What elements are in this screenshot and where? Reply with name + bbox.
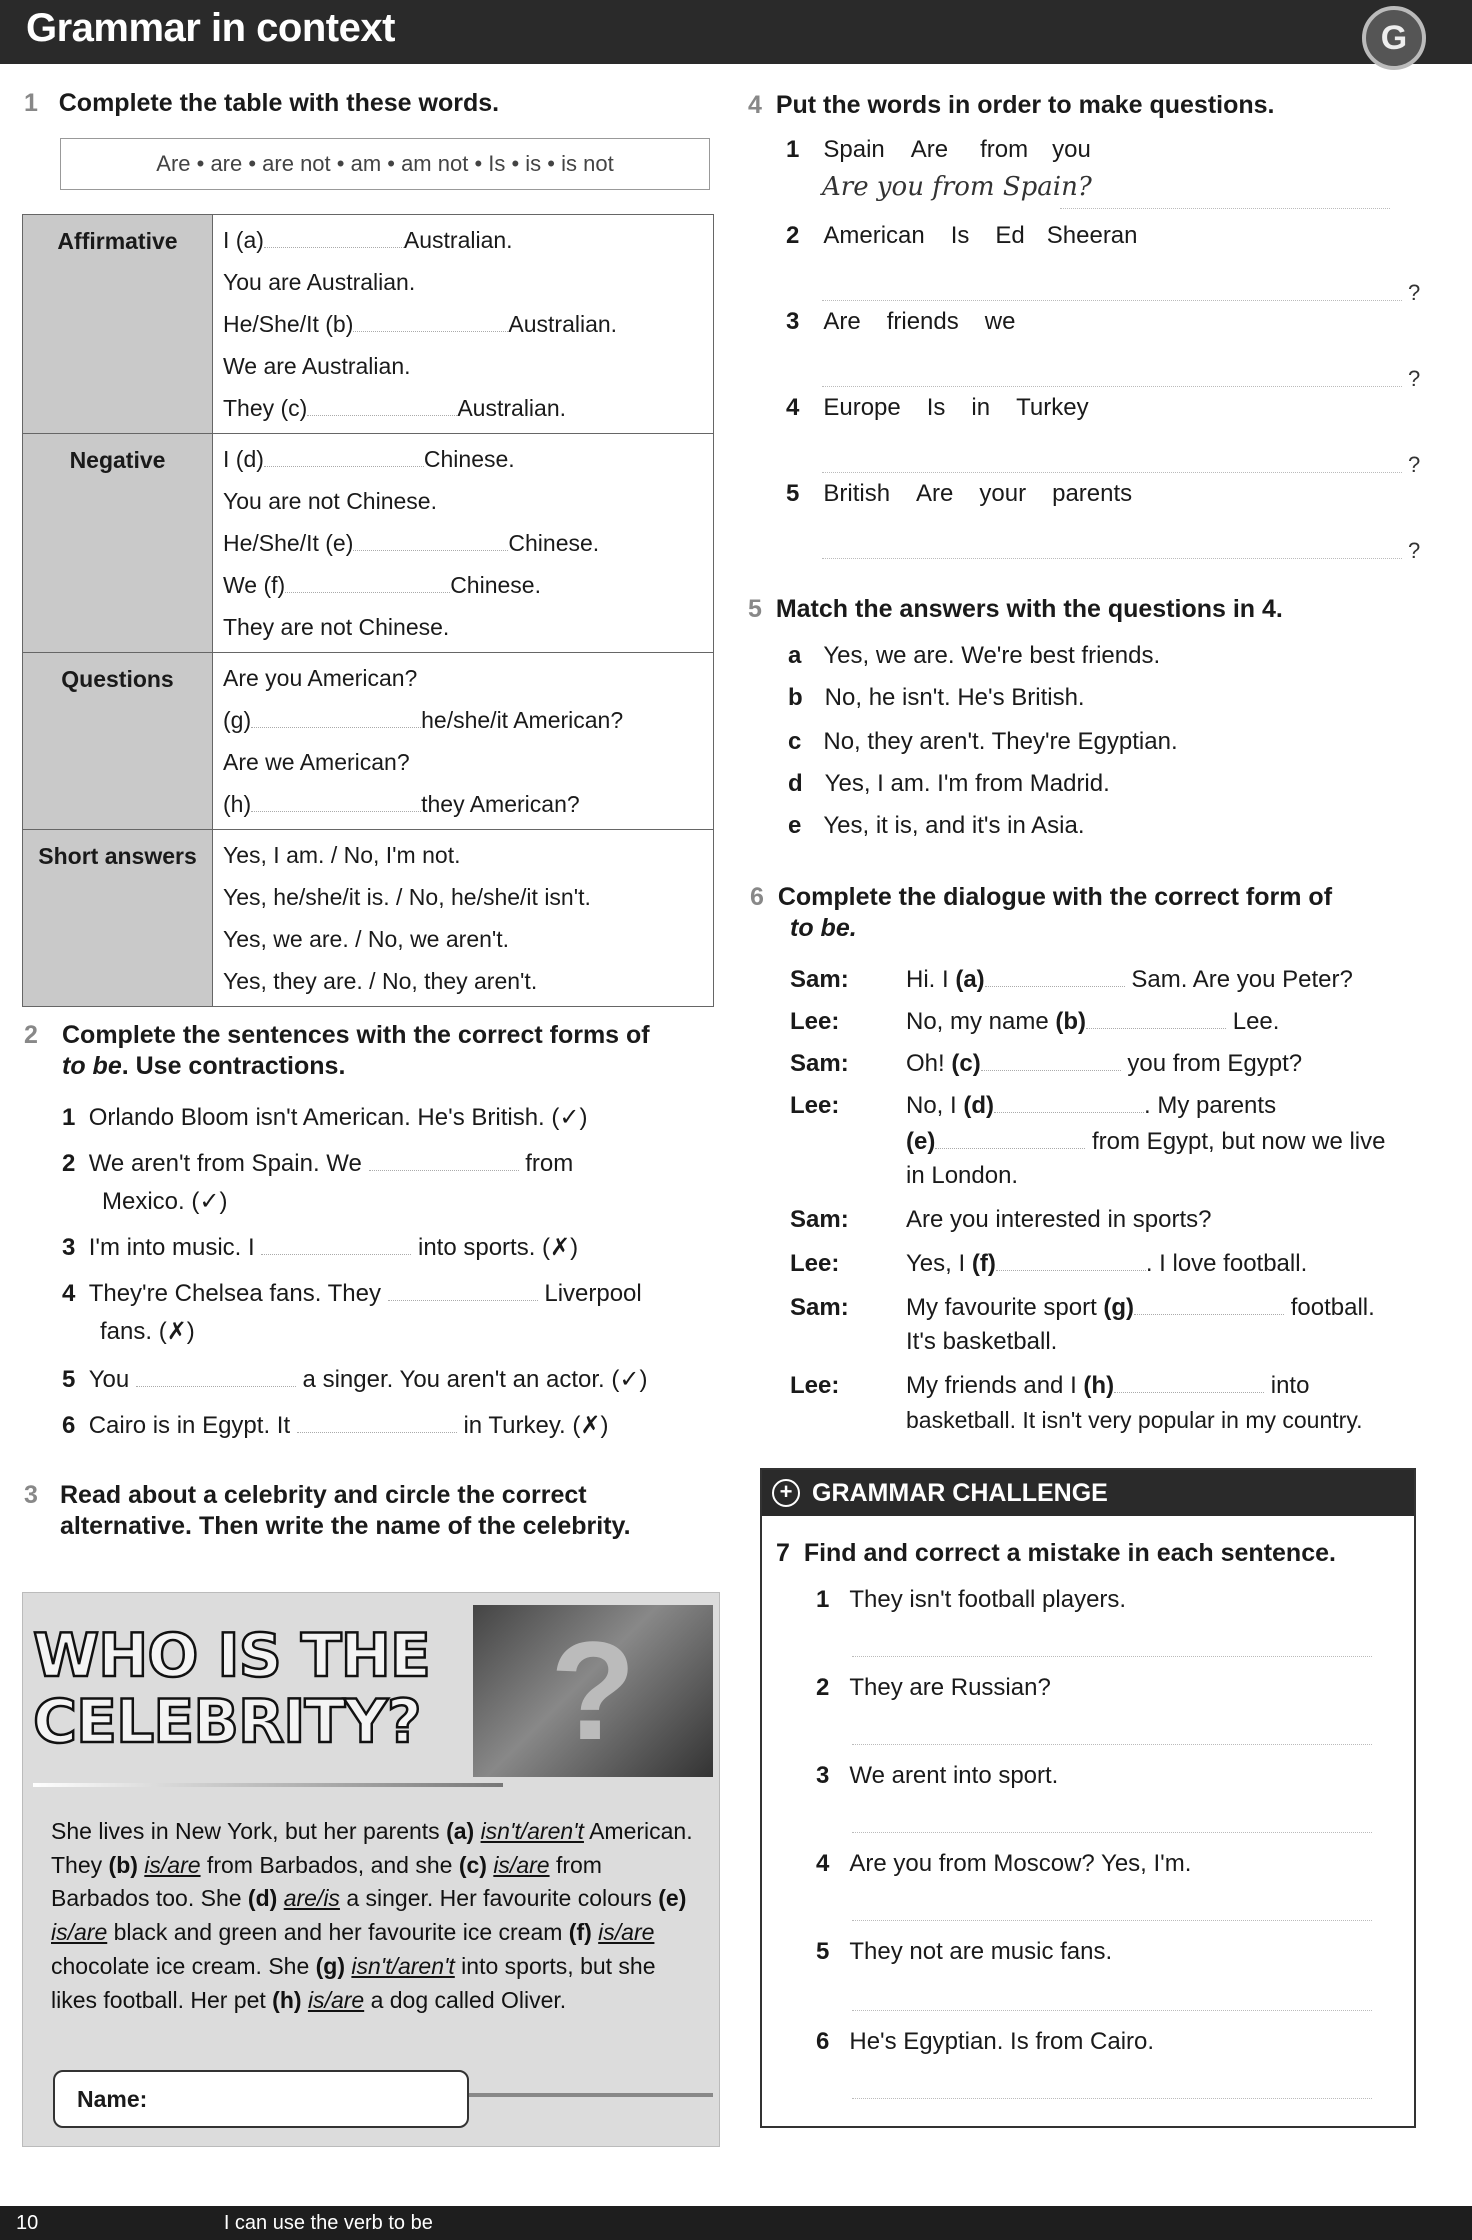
ex2-item-2 — [62, 1148, 573, 1180]
answer-line[interactable] — [852, 1920, 1372, 1921]
table-cell-text: You are Australian. — [223, 269, 416, 295]
dialogue-line: Lee: No, I (d) . My parents — [790, 1092, 1277, 1119]
dialogue-line: Lee: No, my name (b) Lee. — [790, 1008, 1280, 1035]
dialogue-line: Sam: Oh! (c) you from Egypt? — [790, 1050, 1303, 1077]
table-cell-text: Yes, we are. / No, we aren't. — [223, 926, 510, 952]
ex4-number: 4 — [748, 91, 762, 119]
table-cell-text: I (a) — [223, 227, 264, 253]
answer-gap[interactable] — [985, 967, 1125, 987]
table-cell-text: Are you American? — [223, 665, 418, 691]
ex3-number: 3 — [24, 1481, 38, 1509]
table-cell-text: Yes, he/she/it is. / No, he/she/it isn't. — [223, 884, 591, 910]
option-h[interactable]: is/are — [307, 1986, 365, 2013]
ex2-item-4 — [62, 1278, 642, 1310]
answer-line[interactable] — [822, 558, 1402, 559]
dialogue-line-cont: (e) from Egypt, but now we live — [906, 1128, 1386, 1155]
ex5-title: Match the answers with the questions in 4. — [775, 595, 1283, 623]
row-label: Negative — [23, 434, 213, 653]
ex2-item-5 — [62, 1364, 647, 1396]
answer-gap-g[interactable] — [251, 708, 421, 728]
ex7-item-2: 2 They are Russian? — [816, 1674, 1051, 1701]
table-cell-text: They (c) — [223, 395, 308, 421]
answer-line[interactable] — [1060, 208, 1390, 209]
answer-gap-d[interactable] — [264, 447, 424, 467]
word-box: Are • are • are not • am • am not • Is • is • is not — [60, 138, 710, 190]
option-f[interactable]: is/are — [598, 1919, 655, 1946]
ex7-number: 7 — [776, 1539, 790, 1567]
answer-gap-b[interactable] — [353, 312, 508, 332]
dialogue-line: Lee: My friends and I (h) into — [790, 1372, 1310, 1399]
table-row-short-answers — [23, 830, 714, 1007]
option-d[interactable]: are/is — [283, 1885, 340, 1912]
ex5-item-b: b No, he isn't. He's British. — [788, 684, 1085, 711]
answer-gap-h[interactable] — [251, 792, 421, 812]
answer-line[interactable] — [822, 300, 1402, 301]
answer-line[interactable] — [852, 2098, 1372, 2099]
divider — [463, 2093, 713, 2097]
ex6-title: Complete the dialogue with the correct form of — [777, 883, 1333, 911]
item-number: 5 — [62, 1366, 76, 1393]
dialogue-line: Sam: My favourite sport (g) football. — [790, 1294, 1375, 1321]
table-cell-text: he/she/it American? — [421, 707, 624, 733]
table-cell-text: Yes, they are. / No, they aren't. — [223, 968, 538, 994]
grammar-challenge-box — [760, 1468, 1416, 2128]
table-cell-text: They are not Chinese. — [223, 614, 450, 640]
table-cell-text: Yes, I am. / No, I'm not. — [223, 842, 461, 868]
table-cell-text: Australian. — [508, 311, 618, 337]
item-text: in Turkey. (✗) — [463, 1412, 609, 1439]
answer-gap[interactable] — [935, 1129, 1085, 1149]
answer-gap-f[interactable] — [285, 573, 450, 593]
table-cell-text: You are not Chinese. — [223, 488, 437, 514]
question-mark-icon: ? — [550, 1612, 636, 1769]
answer-gap-c[interactable] — [307, 396, 457, 416]
ex5-heading — [748, 594, 1283, 625]
ex6-title-italic: to be. — [790, 914, 857, 942]
ex4-item-4: 4 Europe Is in Turkey — [786, 394, 1089, 421]
item-text: I'm into music. I — [88, 1234, 255, 1261]
dialogue-line-cont: It's basketball. — [906, 1328, 1058, 1355]
dialogue-line: Lee: Yes, I (f) . I love football. — [790, 1250, 1308, 1277]
option-a[interactable]: isn't/aren't — [480, 1818, 584, 1844]
celebrity-box — [22, 1592, 720, 2147]
ex4-item-5: 5 British Are your parents — [786, 480, 1133, 507]
table-cell-text: Chinese. — [423, 446, 515, 472]
item-text: a singer. You aren't an actor. (✓) — [302, 1366, 648, 1393]
ex1-number: 1 — [24, 89, 38, 117]
question-mark: ? — [1408, 280, 1421, 305]
answer-line[interactable] — [852, 1832, 1372, 1833]
item-number: 3 — [62, 1234, 76, 1261]
plus-icon: + — [772, 1479, 800, 1507]
ex2-number: 2 — [24, 1021, 38, 1049]
footer-text: I can use the verb to be — [223, 2212, 433, 2234]
table-cell-text: Chinese. — [508, 530, 600, 556]
answer-gap[interactable] — [388, 1281, 538, 1301]
ex2-item-1 — [62, 1102, 587, 1134]
answer-gap[interactable] — [994, 1093, 1144, 1113]
item-text: Cairo is in Egypt. It — [88, 1412, 291, 1439]
answer-gap[interactable] — [136, 1367, 296, 1387]
table-row-questions — [23, 653, 714, 830]
divider — [33, 1783, 503, 1787]
table-cell-text: We are Australian. — [223, 353, 411, 379]
ex6-number: 6 — [750, 883, 764, 911]
table-cell-text: they American? — [421, 791, 580, 817]
ex7-item-6: 6 He's Egyptian. Is from Cairo. — [816, 2028, 1155, 2055]
dialogue-line: Sam: Are you interested in sports? — [790, 1206, 1212, 1233]
table-cell-text: Australian. — [403, 227, 513, 253]
ex7-title: Find and correct a mistake in each sentence. — [803, 1539, 1336, 1567]
table-cell-text: (g) — [223, 707, 252, 733]
item-text: We aren't from Spain. We — [88, 1150, 362, 1177]
answer-gap[interactable] — [297, 1413, 457, 1433]
table-row-negative — [23, 434, 714, 653]
item-number: 1 — [62, 1104, 76, 1131]
ex2-item-3 — [62, 1232, 578, 1264]
example-answer: Are you from Spain? — [822, 172, 1092, 202]
dialogue-line-cont: in London. — [906, 1162, 1019, 1189]
item-text: You — [88, 1366, 130, 1393]
answer-gap[interactable] — [1114, 1373, 1264, 1393]
question-mark: ? — [1408, 366, 1421, 391]
answer-line[interactable] — [822, 386, 1402, 387]
table-cell-text: Are we American? — [223, 749, 410, 775]
item-text: Orlando Bloom isn't American. He's British. (✓) — [88, 1104, 588, 1131]
dialogue-line-cont: basketball. It isn't very popular in my country. — [906, 1407, 1363, 1433]
item-text: from — [525, 1150, 574, 1177]
ex4-item-1: 1 Spain Are from you — [786, 136, 1091, 163]
ex7-item-4: 4 Are you from Moscow? Yes, I'm. — [816, 1850, 1192, 1877]
ex3-heading — [24, 1480, 724, 1542]
ex2-item-2-cont: Mexico. (✓) — [102, 1188, 228, 1215]
option-b[interactable]: is/are — [144, 1851, 201, 1878]
dialogue-line: Sam: Hi. I (a) Sam. Are you Peter? — [790, 966, 1353, 993]
table-cell-text: He/She/It (e) — [223, 530, 354, 556]
ex7-item-5: 5 They not are music fans. — [816, 1938, 1113, 1965]
row-label: Affirmative — [23, 215, 213, 434]
ex4-heading — [748, 90, 1275, 121]
ex4-title: Put the words in order to make questions. — [775, 91, 1275, 119]
ex5-item-a: a Yes, we are. We're best friends. — [788, 642, 1161, 669]
answer-gap[interactable] — [369, 1151, 519, 1171]
row-label: Questions — [23, 653, 213, 830]
page-number: 10 — [16, 2212, 39, 2234]
ex5-item-c: c No, they aren't. They're Egyptian. — [788, 728, 1178, 755]
ex6-heading — [750, 882, 1430, 944]
mystery-face-image — [473, 1605, 713, 1777]
ex2-item-4-cont: fans. (✗) — [100, 1318, 195, 1345]
name-field[interactable] — [53, 2070, 469, 2128]
page-title: Grammar in context — [26, 6, 395, 50]
question-mark: ? — [1408, 538, 1421, 563]
answer-line[interactable] — [822, 472, 1402, 473]
ex7-item-3: 3 We arent into sport. — [816, 1762, 1059, 1789]
answer-gap[interactable] — [1086, 1009, 1226, 1029]
table-cell-text: Chinese. — [450, 572, 541, 598]
option-g[interactable]: isn't/aren't — [351, 1952, 455, 1979]
answer-gap[interactable] — [981, 1051, 1121, 1071]
celebrity-title: WHO IS THE CELEBRITY? — [33, 1621, 430, 1757]
table-row-affirmative — [23, 215, 714, 434]
item-text: They're Chelsea fans. They — [88, 1280, 381, 1307]
answer-gap[interactable] — [996, 1251, 1146, 1271]
ex3-title: Read about a celebrity and circle the correct alternative. Then write the name of the celebrity. — [60, 1481, 631, 1540]
name-label: Name: — [77, 2086, 148, 2112]
ex1-heading — [24, 88, 499, 119]
ex4-item-2: 2 American Is Ed Sheeran — [786, 222, 1138, 249]
option-e[interactable]: is/are — [51, 1919, 108, 1946]
answer-gap[interactable] — [1134, 1295, 1284, 1315]
answer-gap[interactable] — [261, 1235, 411, 1255]
grammar-badge-icon: G — [1362, 6, 1426, 70]
answer-gap-e[interactable] — [353, 531, 508, 551]
question-mark: ? — [1408, 452, 1421, 477]
table-cell-text: I (d) — [223, 446, 264, 472]
ex5-number: 5 — [748, 595, 762, 623]
answer-gap-a[interactable] — [264, 228, 404, 248]
ex5-item-d: d Yes, I am. I'm from Madrid. — [788, 770, 1110, 797]
celebrity-text: She lives in New York, but her parents (a) isn't/aren't American. They (b) is/are from Barbados, and she (c) is/are from Barbados too. She (d) are/is a singer. Her favourite colours (e) is/are black and green and her favourite ice cream (f) is/are chocolate ice cream. She (g) isn't/aren't into sports, but she likes football. Her pet (h) is/are a dog called Oliver. — [51, 1818, 693, 2013]
page-footer — [0, 2206, 1472, 2240]
ex4-item-3: 3 Are friends we — [786, 308, 1016, 335]
item-number: 4 — [62, 1280, 76, 1307]
ex2-title-italic: to be — [62, 1052, 122, 1080]
grammar-table — [22, 214, 714, 1007]
answer-line[interactable] — [852, 1656, 1372, 1657]
ex7-heading — [776, 1538, 1336, 1569]
table-cell-text: (h) — [223, 791, 252, 817]
challenge-bar: GRAMMAR CHALLENGE — [762, 1470, 1414, 1516]
table-cell-text: He/She/It (b) — [223, 311, 354, 337]
table-cell-text: We (f) — [223, 572, 286, 598]
ex1-title: Complete the table with these words. — [58, 89, 500, 117]
item-text: Liverpool — [544, 1280, 642, 1307]
ex7-item-1: 1 They isn't football players. — [816, 1586, 1127, 1613]
item-number: 6 — [62, 1412, 76, 1439]
option-c[interactable]: is/are — [493, 1851, 550, 1878]
item-number: 2 — [62, 1150, 76, 1177]
ex5-item-e: e Yes, it is, and it's in Asia. — [788, 812, 1085, 839]
row-label: Short answers — [23, 830, 213, 1007]
ex2-heading — [24, 1020, 714, 1082]
table-cell-text: Australian. — [457, 395, 567, 421]
ex2-title-rest: . Use contractions. — [121, 1052, 346, 1080]
answer-line[interactable] — [852, 2010, 1372, 2011]
ex2-title: Complete the sentences with the correct forms of — [62, 1021, 650, 1049]
answer-line[interactable] — [852, 1744, 1372, 1745]
ex2-item-6 — [62, 1410, 609, 1442]
item-text: into sports. (✗) — [418, 1234, 579, 1261]
